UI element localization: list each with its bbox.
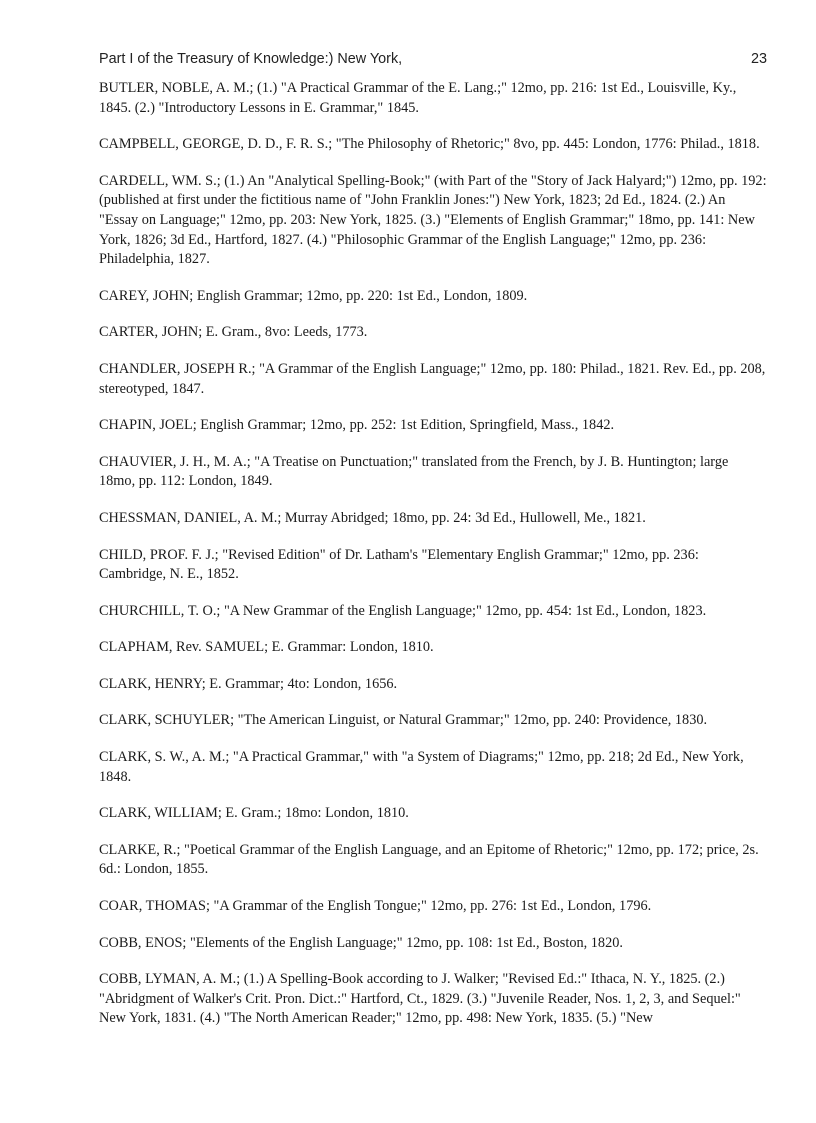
bibliography-entry: BUTLER, NOBLE, A. M.; (1.) "A Practical Grammar of the E. Lang.;" 12mo, pp. 216: 1st Ed., Louisville, Ky., 1845. (2.) "Introductory Lessons in E. Grammar," 1845. [99, 80, 737, 116]
running-header [99, 50, 767, 68]
page-number: 23 [750, 51, 767, 67]
bibliography-entry: CLARK, HENRY; E. Grammar; 4to: London, 1656. [99, 675, 398, 692]
bibliography-entry: CHANDLER, JOSEPH R.; "A Grammar of the English Language;" 12mo, pp. 180: Philad., 1821. Rev. Ed., pp. 208, stereotyped, 1847. [99, 360, 766, 397]
bibliography-entry: CAMPBELL, GEORGE, D. D., F. R. S.; "The Philosophy of Rhetoric;" 8vo, pp. 445: London, 1776: Philad., 1818. [99, 136, 760, 153]
bibliography-entry: CLARK, S. W., A. M.; "A Practical Grammar," with "a System of Diagrams;" 12mo, pp. 218; 2d Ed., New York, 1848. [99, 749, 744, 785]
bibliography-entry: COBB, LYMAN, A. M.; (1.) A Spelling-Book according to J. Walker; "Revised Ed.:" Ithaca, N. Y., 1825. (2.) "Abridgment of Walker's Crit. Pron. Dict.:" Hartford, Ct., 1829. (3.) "Juvenile Reader, Nos. 1, 2, 3, and Sequel:" New York, 1831. (4.) "The North American Reader;" 12mo, pp. 498: New York, 1835. (5.) "New [99, 971, 741, 1027]
bibliography-entry: CAREY, JOHN; English Grammar; 12mo, pp. 220: 1st Ed., London, 1809. [99, 287, 528, 304]
bibliography-entry: COAR, THOMAS; "A Grammar of the English Tongue;" 12mo, pp. 276: 1st Ed., London, 1796. [99, 898, 652, 915]
bibliography-entry: CLARK, WILLIAM; E. Gram.; 18mo: London, 1810. [99, 805, 409, 822]
bibliography-entry: CHAPIN, JOEL; English Grammar; 12mo, pp. 252: 1st Edition, Springfield, Mass., 1842. [99, 417, 615, 434]
bibliography-entry: CHURCHILL, T. O.; "A New Grammar of the English Language;" 12mo, pp. 454: 1st Ed., London, 1823. [99, 602, 707, 619]
document-page [99, 50, 767, 1046]
bibliography-entry: CHESSMAN, DANIEL, A. M.; Murray Abridged; 18mo, pp. 24: 3d Ed., Hullowell, Me., 1821. [99, 509, 646, 526]
bibliography-entry: CARDELL, WM. S.; (1.) An "Analytical Spelling-Book;" (with Part of the "Story of Jack Halyard;") 12mo, pp. 192: (published at first under the fictitious name of "John Franklin Jones:") New York, 1823; 2d Ed., 1824. (2.) An "Essay on Language;" 12mo, pp. 203: New York, 1825. (3.) "Elements of English Grammar;" 18mo, pp. 141: New York, 1826; 3d Ed., Hartford, 1827. (4.) "Philosophic Grammar of the English Language;" 12mo, pp. 236: Philadelphia, 1827. [99, 172, 767, 268]
bibliography-entry: CARTER, JOHN; E. Gram., 8vo: Leeds, 1773. [99, 324, 368, 341]
bibliography-list [99, 79, 767, 1029]
bibliography-entry: COBB, ENOS; "Elements of the English Language;" 12mo, pp. 108: 1st Ed., Boston, 1820. [99, 934, 623, 951]
bibliography-entry: CLARK, SCHUYLER; "The American Linguist, or Natural Grammar;" 12mo, pp. 240: Providence, 1830. [99, 712, 708, 729]
bibliography-entry: CHAUVIER, J. H., M. A.; "A Treatise on Punctuation;" translated from the French, by J. B. Huntington; large 18mo, pp. 112: London, 1849. [99, 453, 729, 490]
bibliography-entry: CHILD, PROF. F. J.; "Revised Edition" of Dr. Latham's "Elementary English Grammar;" 12mo, pp. 236: Cambridge, N. E., 1852. [99, 546, 699, 583]
running-title: Part I of the Treasury of Knowledge:) New York, [99, 51, 403, 67]
bibliography-entry: CLAPHAM, Rev. SAMUEL; E. Grammar: London, 1810. [99, 639, 434, 656]
bibliography-entry: CLARKE, R.; "Poetical Grammar of the English Language, and an Epitome of Rhetoric;" 12mo, pp. 172; price, 2s. 6d.: London, 1855. [99, 841, 759, 878]
